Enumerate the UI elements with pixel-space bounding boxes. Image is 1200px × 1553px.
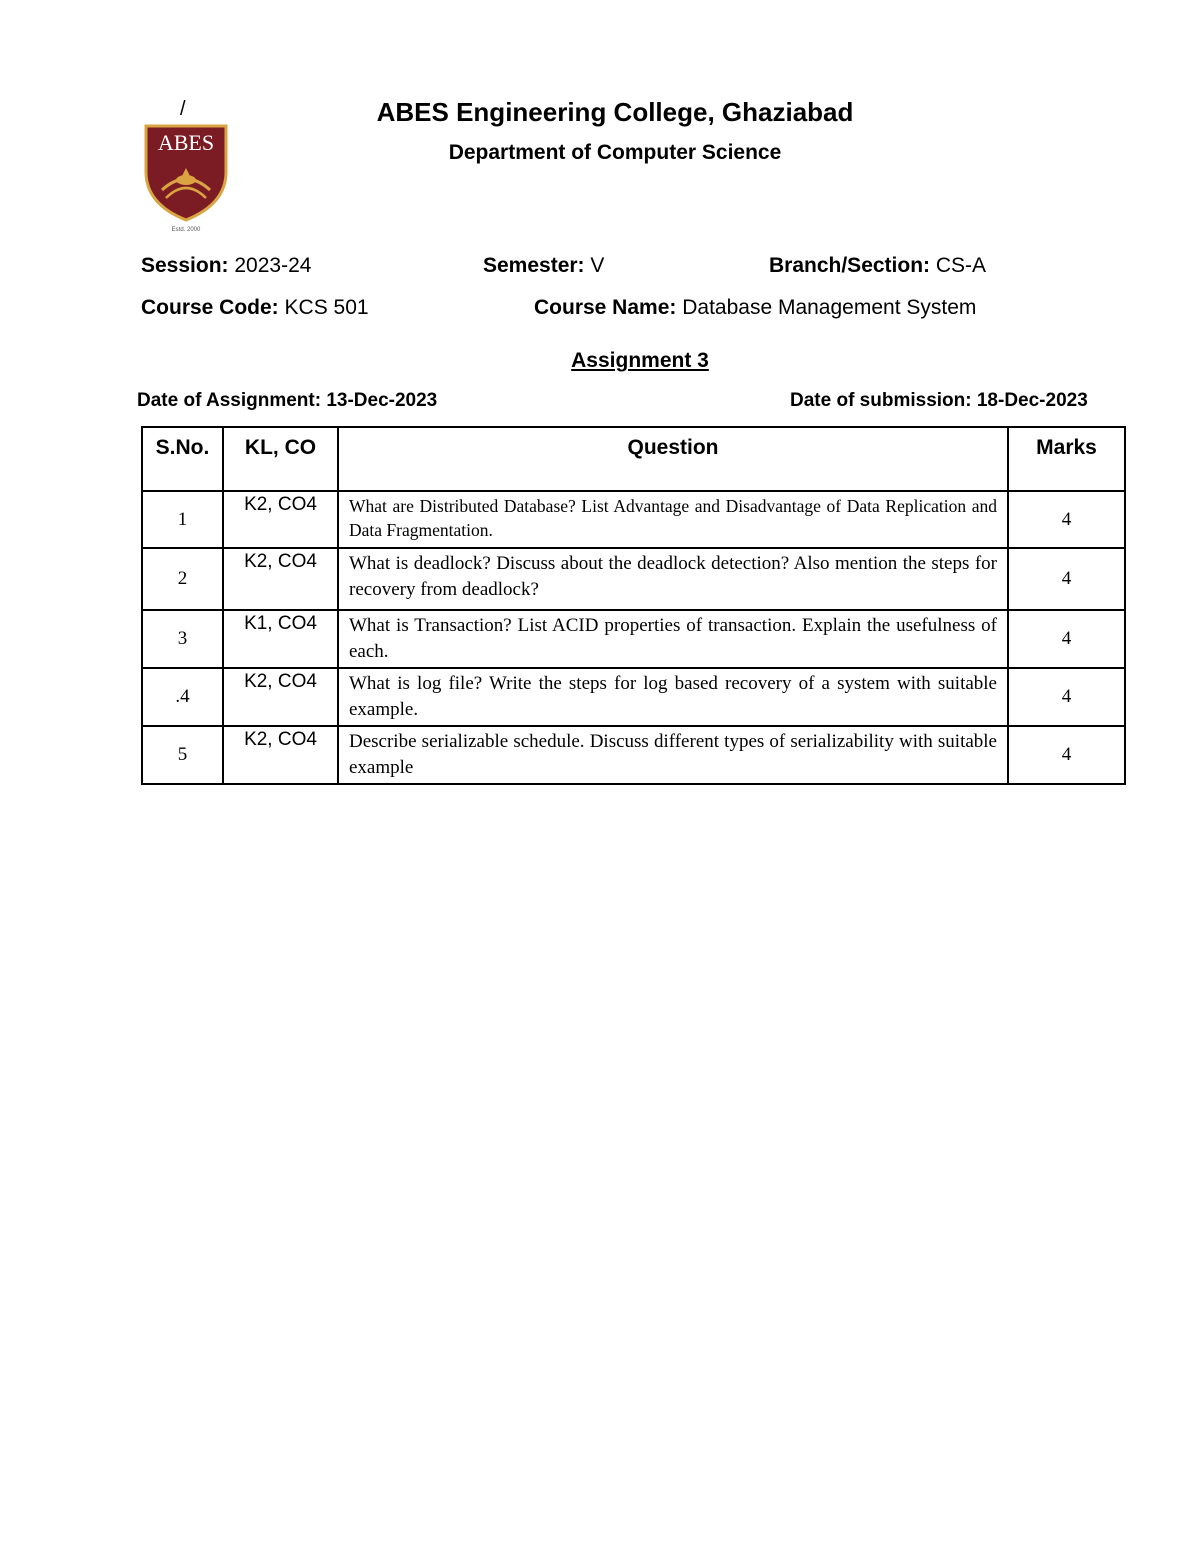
table-row [142,668,1125,726]
cell-question: What is deadlock? Discuss about the deadlock detection? Also mention the steps for recovery from deadlock? [338,548,1008,610]
semester-label: Semester: [483,254,585,277]
college-title: ABES Engineering College, Ghaziabad [376,97,854,127]
cell-marks: 4 [1008,668,1125,726]
cell-klco: K2, CO4 [223,726,338,784]
cell-sno: .4 [142,668,223,726]
header-klco: KL, CO [223,427,338,491]
course-code-value: KCS 501 [278,296,369,319]
date-of-assignment: Date of Assignment: 13-Dec-2023 [137,390,438,411]
cell-sno: 2 [142,548,223,610]
cell-klco: K2, CO4 [223,491,338,548]
course-code-label: Course Code: [141,296,279,319]
course-name-value: Database Management System [676,296,977,319]
cell-question: What are Distributed Database? List Advantage and Disadvantage of Data Replication and Data Fragmentation. [338,491,1008,548]
questions-table [141,426,1126,785]
cell-sno: 3 [142,610,223,668]
cell-sno: 5 [142,726,223,784]
semester-value: V [584,254,605,277]
table-row [142,491,1125,548]
assignment-title: Assignment 3 [571,349,709,372]
cell-klco: K2, CO4 [223,668,338,726]
cell-question: What is Transaction? List ACID properties of transaction. Explain the usefulness of each. [338,610,1008,668]
date-of-submission: Date of submission: 18-Dec-2023 [790,390,1088,411]
department-title: Department of Computer Science [448,141,782,164]
cell-question: What is log file? Write the steps for log based recovery of a system with suitable example. [338,668,1008,726]
logo-estd: Estd. 2000 [171,227,201,232]
session-label: Session: [141,254,229,277]
cell-sno: 1 [142,491,223,548]
table-row [142,548,1125,610]
course-name-label: Course Name: [534,296,677,319]
cell-marks: 4 [1008,610,1125,668]
session-info [141,254,311,278]
branch-value: CS-A [930,254,987,277]
header-sno: S.No. [142,427,223,491]
header-mark: / [180,98,186,120]
cell-klco: K1, CO4 [223,610,338,668]
semester-info [483,254,604,278]
session-value: 2023-24 [228,254,312,277]
header-question: Question [338,427,1008,491]
cell-klco: K2, CO4 [223,548,338,610]
branch-info [769,254,986,278]
table-row [142,726,1125,784]
cell-marks: 4 [1008,548,1125,610]
branch-label: Branch/Section: [769,254,931,277]
logo-text: ABES [157,130,215,155]
course-code-info [141,296,369,320]
header-marks: Marks [1008,427,1125,491]
course-name-info [534,296,976,320]
table-header-row [142,427,1125,491]
table-row [142,610,1125,668]
college-logo [140,120,232,232]
cell-marks: 4 [1008,726,1125,784]
cell-question: Describe serializable schedule. Discuss different types of serializability with suitable example [338,726,1008,784]
cell-marks: 4 [1008,491,1125,548]
